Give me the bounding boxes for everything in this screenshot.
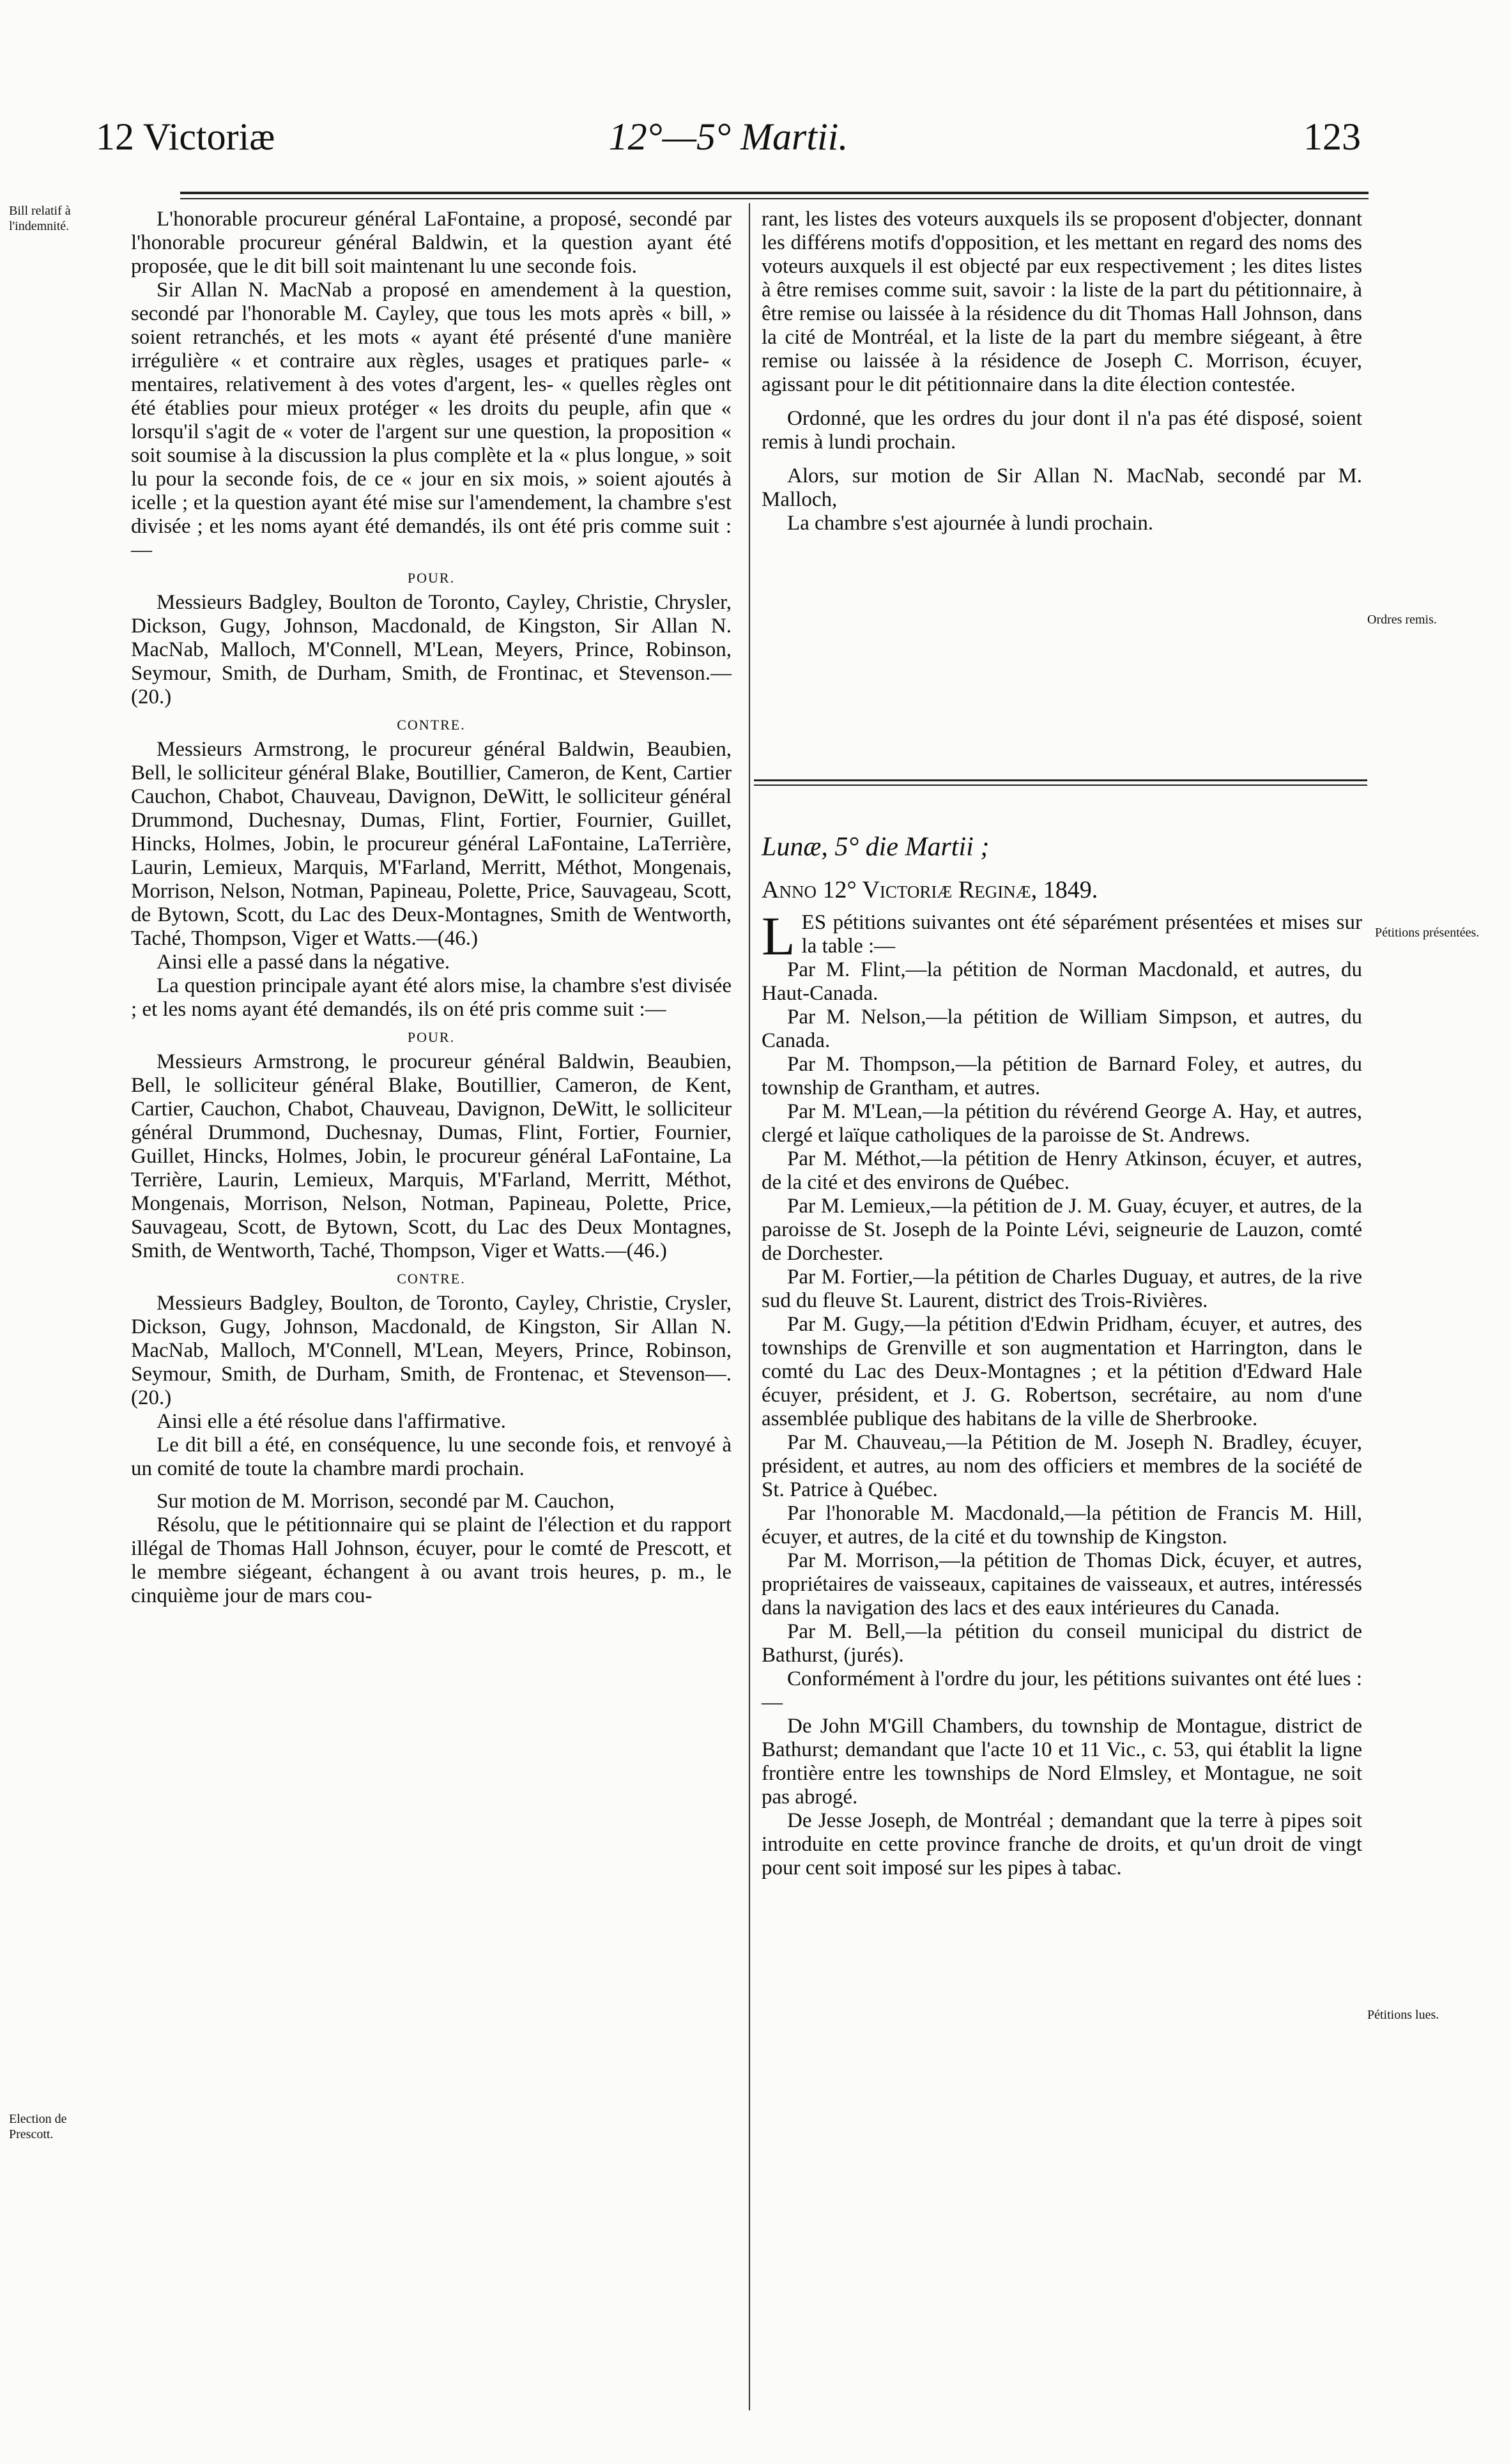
vote-heading: CONTRE. [397, 1271, 466, 1287]
petition-item: Par M. Thompson,—la pétition de Barnard Foley, et autres, du township de Grantham, et autres. [762, 1053, 1362, 1099]
paragraph: Le dit bill a été, en conséquence, lu une seconde fois, et renvoyé à un comité de toute la chambre mardi prochain. [131, 1434, 732, 1480]
header-center-text: 12°—5° Martii. [608, 116, 848, 158]
petition-item: Par M. Chauveau,—la Pétition de M. Joseph N. Bradley, écuyer, président, et autres, au nom des officiers et membres de la société de St. Patrice à Québec. [762, 1431, 1362, 1501]
paragraph: Résolu, que le pétitionnaire qui se plaint de l'élection et du rapport illégal de Thomas Hall Johnson, écuyer, pour le comté de Prescott, et le membre siégeant, échangent à ou avant trois heures, p. m., le cinquième jour de mars cou- [131, 1513, 732, 1607]
vote-heading: POUR. [407, 1029, 456, 1045]
margin-note-petitions-presentees: Pétitions présentées. [1375, 926, 1480, 940]
vote-list: Messieurs Badgley, Boulton de Toronto, Cayley, Christie, Chrysler, Dickson, Gugy, Johnson, Macdonald, de Kingston, Sir Allan N. MacNab, Malloch, M'Connell, M'Lean, Meyers, Prince, Robinson, Seymour, Smith, de Durham, Smith, de Frontinac, et Stevenson.—(20.) [131, 591, 732, 708]
paragraph: Ordonné, que les ordres du jour dont il n'a pas été disposé, soient remis à lundi prochain. [762, 407, 1362, 454]
day-heading: Lunæ, 5° die Martii ; [762, 832, 990, 862]
header-rule [180, 192, 1369, 194]
paragraph: La chambre s'est ajournée à lundi prochain. [787, 512, 1154, 535]
petition-item: Par M. Bell,—la pétition du conseil municipal du district de Bathurst, (jurés). [762, 1620, 1362, 1667]
petition-item: Par M. Lemieux,—la pétition de J. M. Guay, écuyer, et autres, de la paroisse de St. Joseph de la Pointe Lévi, seigneurie de Lauzon, comté de Dorchester. [762, 1195, 1362, 1265]
paragraph: La question principale ayant été alors mise, la chambre s'est divisée ; et les noms ayant été demandés, ils on été pris comme suit :— [131, 974, 732, 1021]
running-header [96, 115, 1361, 166]
vote-list: Messieurs Armstrong, le procureur général Baldwin, Beaubien, Bell, le solliciteur général Blake, Boutillier, Cameron, de Kent, Cartier, Cauchon, Chabot, Chauveau, Davignon, DeWitt, le solliciteur général Drummond, Duchesnay, Dumas, Flint, Fortier, Fournier, Guillet, Hincks, Holmes, Jobin, le procureur général LaFontaine, La Terrière, Laurin, Lemieux, Marquis, M'Farland, Merritt, Méthot, Mongenais, Morrison, Nelson, Notman, Papineau, Polette, Price, Sauvageau, Scott, de Bytown, Scott, du Lac des Deux Montagnes, Smith, de Wentworth, Taché, Thompson, Viger et Watts.—(46.) [131, 1050, 732, 1262]
header-rule-thin [180, 198, 1369, 199]
year-heading: Anno 12° Victoriæ Reginæ, 1849. [762, 876, 1098, 903]
section-rule-thin [754, 784, 1367, 786]
vote-heading: CONTRE. [397, 717, 466, 733]
intro-text: ES pétitions suivantes ont été séparément présentées et mises sur la table :— [801, 911, 1362, 958]
paragraph [762, 905, 1362, 967]
petition-item: Par M. Gugy,—la pétition d'Edwin Pridham, écuyer, et autres, des townships de Grenville et son augmentation et Harrington, dans le comté du Lac des Deux-Montagnes ; et la pétition d'Edward Hale écuyer, président, et J. G. Robertson, secrétaire, au nom d'une assemblée publique des habitans de la ville de Sherbrooke. [762, 1313, 1362, 1430]
margin-note-bill: Bill relatif à l'indemnité. [9, 204, 71, 233]
vote-list: Messieurs Armstrong, le procureur général Baldwin, Beaubien, Bell, le solliciteur général Blake, Boutillier, Cameron, de Kent, Cartier Cauchon, Chabot, Chauveau, Davignon, DeWitt, le solliciteur général Drummond, Duchesnay, Dumas, Flint, Fortier, Fournier, Guillet, Hincks, Holmes, Jobin, le procureur général LaFontaine, LaTerrière, Laurin, Lemieux, Marquis, M'Farland, Merritt, Méthot, Mongenais, Morrison, Nelson, Notman, Papineau, Polette, Price, Sauvageau, Scott, de Bytown, Scott, du Lac des Deux-Montagnes, Smith de Wentworth, Taché, Thompson, Viger et Watts.—(46.) [131, 738, 732, 950]
paragraph: Conformément à l'ordre du jour, les pétitions suivantes ont été lues :— [762, 1667, 1362, 1714]
paragraph: Alors, sur motion de Sir Allan N. MacNab, secondé par M. Malloch, [762, 464, 1362, 511]
right-column-lower [762, 832, 1362, 1880]
paragraph: Ainsi elle a été résolue dans l'affirmative. [157, 1410, 506, 1433]
right-column [762, 208, 1362, 535]
drop-cap: L [762, 905, 795, 967]
paragraph: Sir Allan N. MacNab a proposé en amendement à la question, secondé par l'honorable M. Cayley, que tous les mots après « bill, » soient retranchés, et les mots « ayant été présenté d'une manière irrégulière « et contraire aux règles, usages et pratiques parle- « mentaires, relativement à des votes d'argent, les- « quelles règles ont été établies pour mieux protéger « les droits du peuple, afin que « lorsqu'il s'agit de « voter de l'argent sur une question, la proposition « soit soumise à la discussion la plus complète et la « plus longue, » soit lu pour la seconde fois, de ce « jour en six mois, » soient ajoutés à icelle ; et la question ayant été mise sur l'amendement, la chambre s'est divisée ; et les noms ayant été demandés, ils ont été pris comme suit :— [131, 279, 732, 562]
paragraph: L'honorable procureur général LaFontaine, a proposé, secondé par l'honorable procureur général Baldwin, et la question ayant été proposée, que le dit bill soit maintenant lu une seconde fois. [131, 208, 732, 278]
column-separator [749, 203, 750, 2410]
page-number: 123 [1303, 116, 1361, 158]
margin-note-ordres: Ordres remis. [1367, 613, 1437, 627]
petition-item: Par M. Flint,—la pétition de Norman Macdonald, et autres, du Haut-Canada. [762, 958, 1362, 1005]
left-column [131, 208, 732, 1608]
margin-note-election: Election de Prescott. [9, 2112, 67, 2141]
paragraph: rant, les listes des voteurs auxquels ils se proposent d'objecter, donnant les différens motifs d'opposition, et les mettant en regard des noms des voteurs auxquels il est objecté par eux respectivement ; les dites listes à être remises comme suit, savoir : la liste de la part du pétitionnaire, à être remise ou laissée à la résidence du dit Thomas Hall Johnson, dans la cité de Montréal, et la liste de la part du membre siégeant, à être remise ou laissée à la résidence de Joseph C. Morrison, écuyer, agissant pour le dit pétitionnaire dans la dite élection contestée. [762, 208, 1362, 396]
header-left: 12 Victoriæ [96, 116, 275, 158]
petition-item: Par l'honorable M. Macdonald,—la pétition de Francis M. Hill, écuyer, et autres, de la cité et du township de Kingston. [762, 1502, 1362, 1549]
petition-read-item: De John M'Gill Chambers, du township de Montague, district de Bathurst; demandant que l'acte 10 et 11 Vic., c. 53, qui établit la ligne frontière entre les townships de Nord Elmsley, et Montague, ne soit pas abrogé. [762, 1715, 1362, 1809]
petition-item: Par M. Morrison,—la pétition de Thomas Dick, écuyer, et autres, propriétaires de vaisseaux, capitaines de vaisseaux, et autres, intéressés dans la navigation des lacs et des eaux intérieures du Canada. [762, 1549, 1362, 1619]
paragraph: Sur motion de M. Morrison, secondé par M. Cauchon, [157, 1490, 615, 1513]
petition-item: Par M. Méthot,—la pétition de Henry Atkinson, écuyer, et autres, de la cité et des environs de Québec. [762, 1147, 1362, 1194]
petition-item: Par M. Nelson,—la pétition de William Simpson, et autres, du Canada. [762, 1006, 1362, 1052]
vote-heading: POUR. [407, 570, 456, 586]
vote-list: Messieurs Badgley, Boulton, de Toronto, Cayley, Christie, Crysler, Dickson, Gugy, Johnson, Macdonald, de Kingston, Sir Allan N. MacNab, Malloch, M'Connell, M'Lean, Meyers, Prince, Robinson, Seymour, Smith, de Durham, Smith, de Frontenac, et Stevenson—.(20.) [131, 1292, 732, 1409]
margin-note-petitions-lues: Pétitions lues. [1367, 2008, 1439, 2022]
petition-read-item: De Jesse Joseph, de Montréal ; demandant que la terre à pipes soit introduite en cette province franche de droits, et qu'un droit de vingt pour cent soit imposé sur les pipes à tabac. [762, 1809, 1362, 1879]
header-center [96, 115, 1361, 159]
section-rule [754, 779, 1367, 781]
petition-item: Par M. Fortier,—la pétition de Charles Duguay, et autres, de la rive sud du fleuve St. Laurent, district des Trois-Rivières. [762, 1266, 1362, 1312]
petition-item: Par M. M'Lean,—la pétition du révérend George A. Hay, et autres, clergé et laïque catholiques de la paroisse de St. Andrews. [762, 1100, 1362, 1147]
paragraph: Ainsi elle a passé dans la négative. [157, 951, 450, 974]
